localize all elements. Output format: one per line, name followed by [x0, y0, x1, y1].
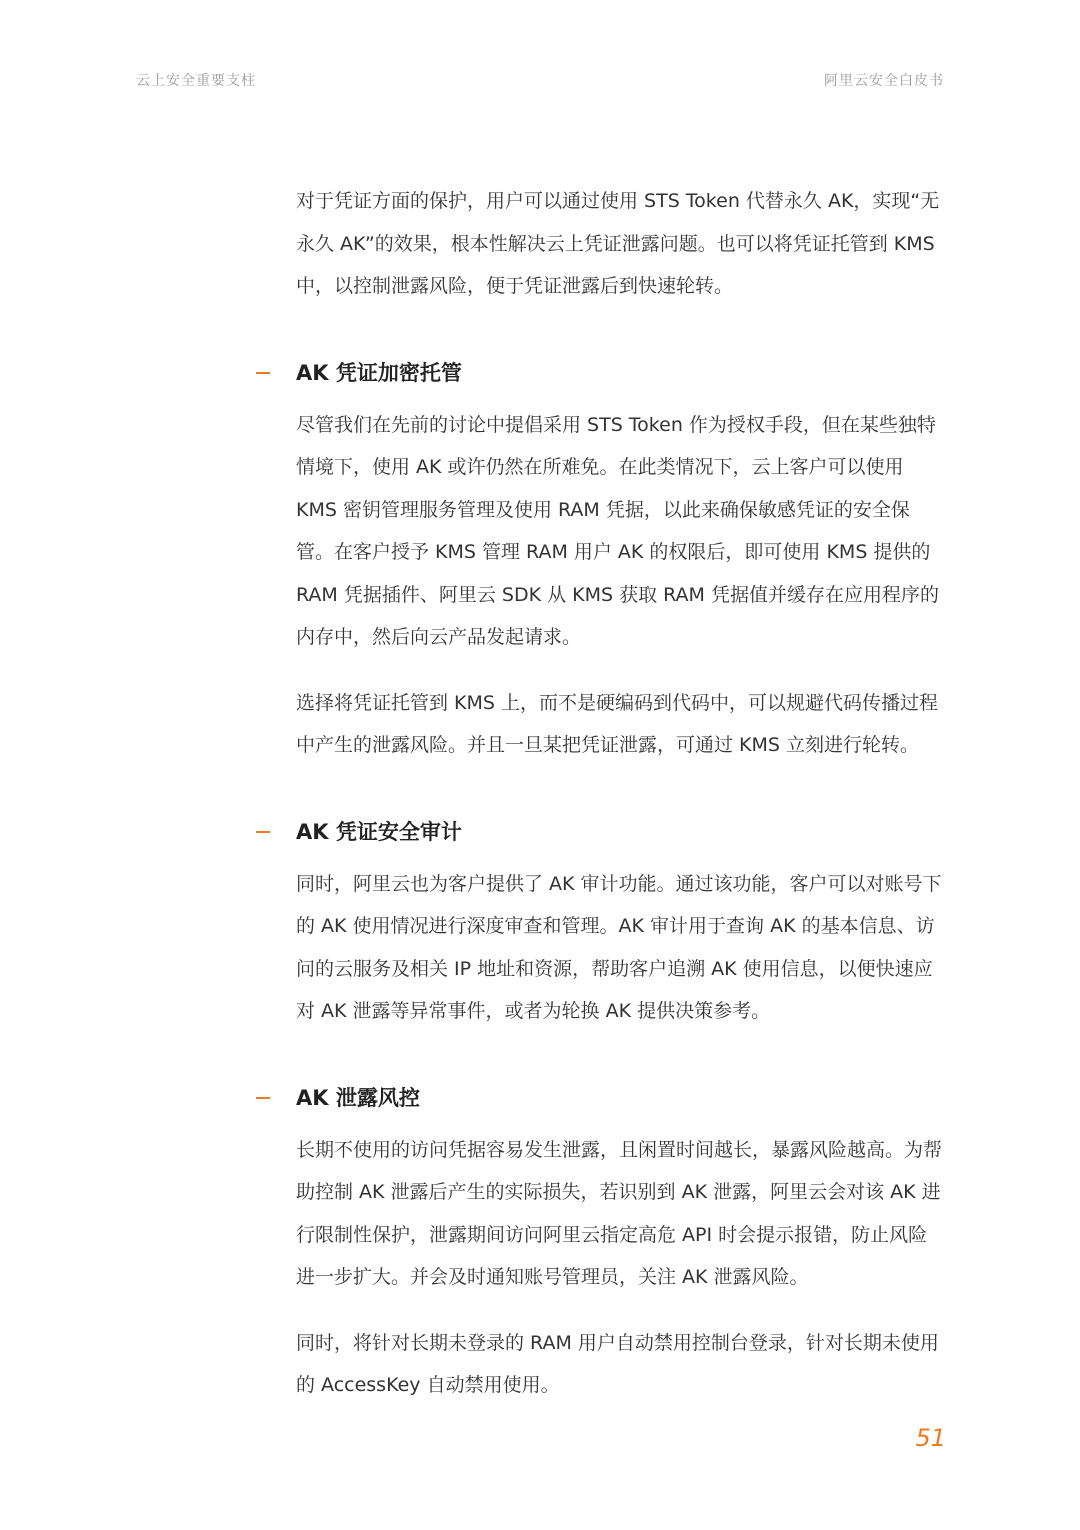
section-paragraph: 同时，阿里云也为客户提供了 AK 审计功能。通过该功能，客户可以对账号下的 AK 使用情况进行深度审查和管理。AK 审计用于查询 AK 的基本信息、访问的云服务及相关 IP 地址和资源，帮助客户追溯 AK 使用信息，以便快速应对 AK 泄露等异常事件，或者为轮换 AK 提供决策参考。: [296, 872, 942, 1022]
section-paragraph: 选择将凭证托管到 KMS 上，而不是硬编码到代码中，可以规避代码传播过程中产生的泄露风险。并且一旦某把凭证泄露，可通过 KMS 立刻进行轮转。: [296, 691, 938, 756]
header-left-text: 云上安全重要支柱: [136, 73, 256, 89]
section-heading-ak-security-audit: [296, 817, 946, 847]
section-paragraph: 同时，将针对长期未登录的 RAM 用户自动禁用控制台登录，针对长期未使用的 AccessKey 自动禁用使用。: [296, 1331, 939, 1396]
section-dash-marker: [256, 372, 270, 374]
section-heading-ak-encrypted-custody: [296, 358, 946, 388]
intro-paragraph: 对于凭证方面的保护，用户可以通过使用 STS Token 代替永久 AK，实现“无永久 AK”的效果，根本性解决云上凭证泄露问题。也可以将凭证托管到 KMS 中，以控制泄露风险，便于凭证泄露后到快速轮转。: [296, 190, 940, 297]
section-dash-marker: [256, 831, 270, 833]
section-title: AK 凭证加密托管: [296, 360, 462, 385]
section-title: AK 泄露风控: [296, 1085, 420, 1110]
section-paragraph: 尽管我们在先前的讨论中提倡采用 STS Token 作为授权手段，但在某些独特情境下，使用 AK 或许仍然在所难免。在此类情况下，云上客户可以使用 KMS 密钥管理服务管理及使用 RAM 凭据，以此来确保敏感凭证的安全保管。在客户授予 KMS 管理 RAM 用户 AK 的权限后，即可使用 KMS 提供的 RAM 凭据插件、阿里云 SDK 从 KMS 获取 RAM 凭据值并缓存在应用程序的内存中，然后向云产品发起请求。: [296, 413, 939, 648]
running-header: [136, 70, 944, 90]
header-right-text: 阿里云安全白皮书: [824, 73, 944, 89]
section-dash-marker: [256, 1097, 270, 1099]
section-paragraph: 长期不使用的访问凭据容易发生泄露，且闲置时间越长，暴露风险越高。为帮助控制 AK 泄露后产生的实际损失，若识别到 AK 泄露，阿里云会对该 AK 进行限制性保护，泄露期间访问阿里云指定高危 API 时会提示报错，防止风险进一步扩大。并会及时通知账号管理员，关注 AK 泄露风险。: [296, 1138, 943, 1288]
section-title: AK 凭证安全审计: [296, 819, 462, 844]
section-heading-ak-leak-risk-control: [296, 1083, 946, 1113]
page-number: 51: [915, 1424, 946, 1452]
page-content: [296, 180, 946, 1407]
